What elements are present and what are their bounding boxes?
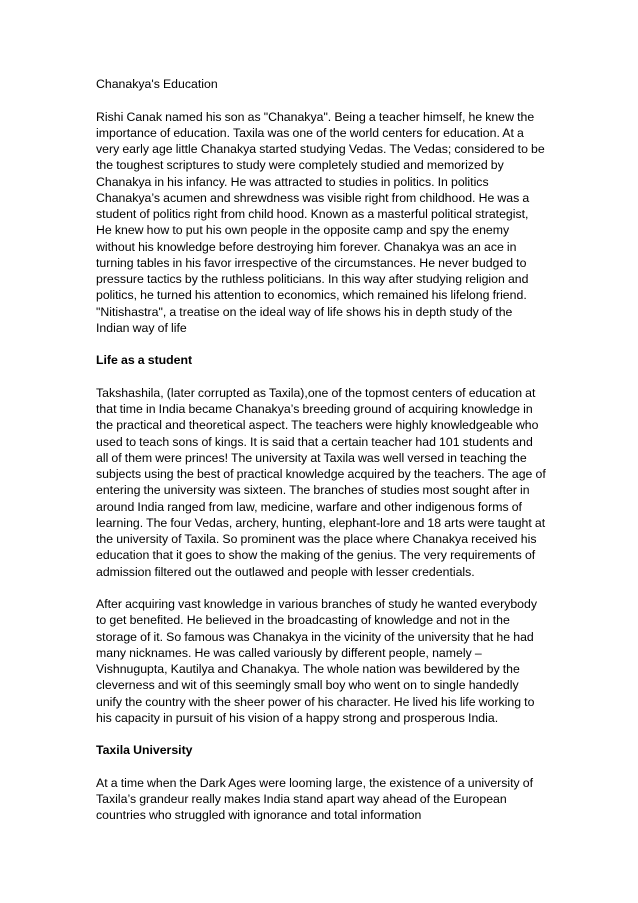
document-title: Chanakya's Education [96, 77, 218, 91]
section-heading-taxila-university: Taxila University [96, 743, 193, 758]
paragraph-takshashila: Takshashila, (later corrupted as Taxila),one of the topmost centers of education at that time in India became Chanakya’s breeding ground of acquiring knowledge in the practical and theoretical aspect. The teachers were highly knowledgeable who used to teach sons of kings. It is said that a certain teacher had 101 students and all of them were princes! The university at Taxila was well versed in teaching the subjects using the best of practical knowledge acquired by the teachers. The age of entering the university was sixteen. The branches of studies most sought after in around India ranged from law, medicine, warfare and other indigenous forms of learning. The four Vedas, archery, hunting, elephant-lore and 18 arts were taught at the university of Taxila. So prominent was the place where Chanakya received his education that it goes to show the making of the genius. The very requirements of admission filtered out the outlawed and people with lesser credentials. [96, 385, 546, 579]
section-heading-life-as-a-student: Life as a student [96, 353, 193, 368]
document-page [96, 76, 547, 840]
paragraph-knowledge: After acquiring vast knowledge in various branches of study he wanted everybody to get benefited. He believed in the broadcasting of knowledge and not in the storage of it. So famous was Chanakya in the vicinity of the university that he had many nicknames. He was called variously by different people, namely – Vishnugupta, Kautilya and Chanakya. The whole nation was bewildered by the cleverness and wit of this seemingly small boy who went on to single handedly unify the country with the sheer power of his character. He lived his life working to his capacity in pursuit of his vision of a happy strong and prosperous India. [96, 597, 538, 725]
paragraph-dark-ages: At a time when the Dark Ages were looming large, the existence of a university of Taxila’s grandeur really makes India stand apart way ahead of the European countries who struggled with ignorance and total information [96, 775, 534, 823]
paragraph-intro: Rishi Canak named his son as "Chanakya". Being a teacher himself, he knew the importance of education. Taxila was one of the world centers for education. At a very early age little Chanakya started studying Vedas. The Vedas; considered to be the toughest scriptures to study were completely studied and memorized by Chanakya in his infancy. He was attracted to studies in politics. In politics Chanakya’s acumen and shrewdness was visible right from childhood. He was a student of politics right from child hood. Known as a masterful political strategist, He knew how to put his own people in the opposite camp and spy the enemy without his knowledge before destroying him forever. Chanakya was an ace in turning tables in his favor irrespective of the circumstances. He never budged to pressure tactics by the ruthless politicians. In this way after studying religion and politics, he turned his attention to economics, which remained his lifelong friend. "Nitishastra", a treatise on the ideal way of life shows his in depth study of the Indian way of life [96, 109, 545, 335]
